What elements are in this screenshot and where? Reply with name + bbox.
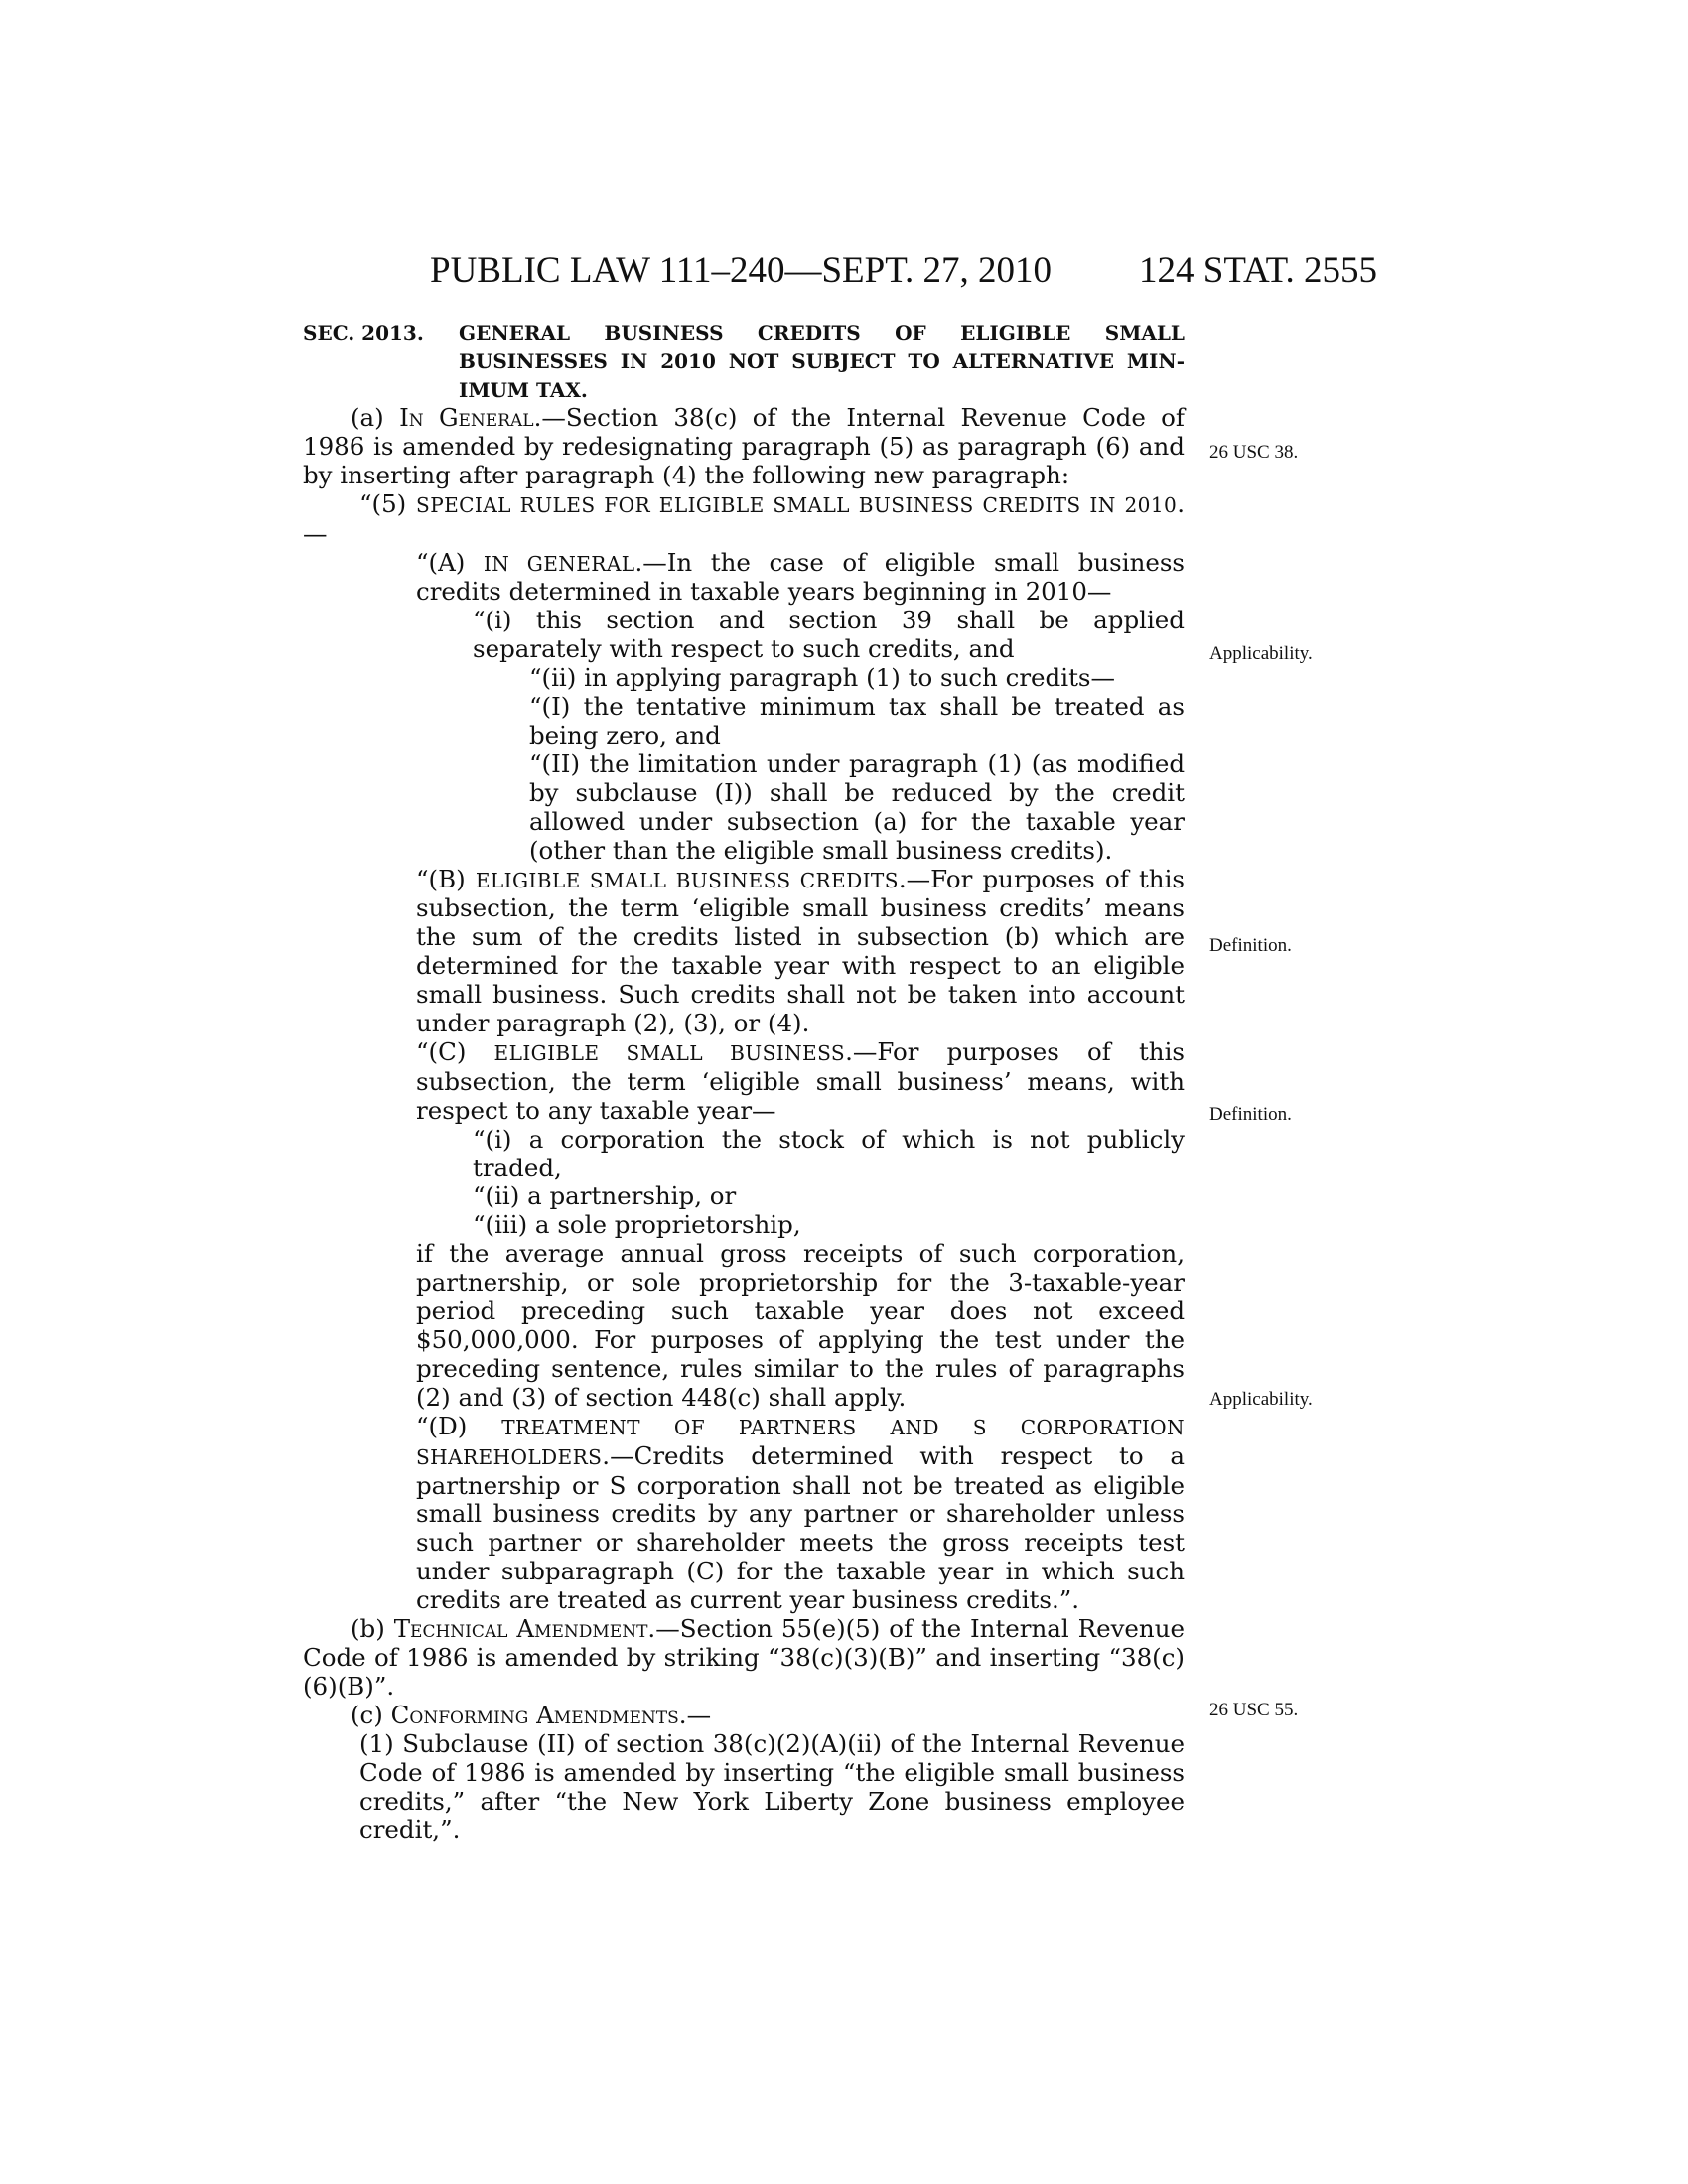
header-law-date: PUBLIC LAW 111–240—SEPT. 27, 2010 (430, 250, 1053, 291)
header-stat-page: 124 STAT. 2555 (1139, 250, 1377, 291)
subsection-b (303, 1615, 1185, 1702)
subsection-a-text: .—Section 38(c) of the Internal Revenue Code of 1986 is amended by redesignating paragraph (5) as paragraph (6) and by inserting after paragraph (4) the following new paragraph: (303, 403, 1185, 489)
section-body (303, 404, 1185, 1844)
subsection-b-label: (b) (351, 1614, 394, 1644)
clause-C-iii: “(iii) a sole proprietorship, (473, 1210, 801, 1240)
subsection-a-label: (a) (351, 403, 400, 432)
margin-note-applicability: Applicability. (1209, 643, 1313, 664)
subsection-b-heading: Technical Amendment (393, 1614, 648, 1644)
section-title: GENERAL BUSINESS CREDITS OF ELIGIBLE SMALL BUSINESSES IN 2010 NOT SUBJECT TO ALTERNATIVE MIN-IMUM TAX. (459, 321, 1185, 402)
subsection-c-label: (c) (351, 1700, 391, 1729)
clause-C-i: “(i) a corporation the stock of which is not publicly traded, (473, 1124, 1185, 1182)
margin-note-definition: Definition. (1209, 935, 1292, 956)
subsection-a (303, 404, 1185, 490)
paragraph-5-heading: SPECIAL RULES FOR ELIGIBLE SMALL BUSINESS CREDITS IN 2010 (416, 492, 1178, 517)
subparagraph-B-heading: ELIGIBLE SMALL BUSINESS CREDITS (475, 868, 899, 892)
paragraph-5-tail: .— (303, 488, 1185, 548)
subparagraph-C (303, 1038, 1185, 1126)
subparagraph-B-text: .—For purposes of this subsection, the term ‘eligible small business credits’ means the sum of the credits listed in subsection (b) which are determined for the taxable year with respect to an eligible small business. Such credits shall not be taken into account under paragraph (2), (3), or (4). (416, 864, 1185, 1038)
subsection-b-text: .—Section 55(e)(5) of the Internal Revenue Code of 1986 is amended by striking “38(c)(3)(B)” and inserting “38(c)(6)(B)”. (303, 1614, 1185, 1701)
margin-note-usc-55: 26 USC 55. (1209, 1700, 1299, 1720)
subparagraph-D-label: “(D) (416, 1411, 502, 1440)
subparagraph-C-label: “(C) (416, 1036, 494, 1066)
margin-note-definition: Definition. (1209, 1104, 1292, 1125)
subsection-c-text: .— (678, 1700, 712, 1729)
subparagraph-D (303, 1413, 1185, 1615)
subparagraph-B-label: “(B) (416, 864, 476, 893)
subsection-c (303, 1702, 1185, 1730)
subparagraph-C-text: .—For purposes of this subsection, the term ‘eligible small business’ means, with respect to any taxable year— (416, 1036, 1185, 1125)
subclause-A-ii-II: “(II) the limitation under paragraph (1) (as modified by subclause (I)) shall be reduced by the credit allowed under subsection (a) for the taxable year (other than the eligible small business credits). (529, 749, 1185, 865)
subparagraph-A-heading: IN GENERAL (483, 551, 635, 576)
clause-A-ii: “(ii) in applying paragraph (1) to such credits— (529, 663, 1115, 693)
paragraph-5 (303, 490, 1185, 549)
clause-C-ii: “(ii) a partnership, or (473, 1181, 737, 1211)
running-header (430, 246, 1377, 296)
subsection-a-heading: In General (399, 403, 534, 432)
paragraph-5-label: “(5) (359, 488, 417, 518)
subparagraph-A-label: “(A) (416, 547, 484, 577)
subparagraph-A (303, 549, 1185, 608)
section-number: SEC. 2013. (303, 321, 424, 344)
subparagraph-D-heading: TREATMENT OF PARTNERS AND S CORPORATION SHAREHOLDERS (416, 1415, 1185, 1469)
section-heading (303, 319, 1185, 405)
margin-note-applicability: Applicability. (1209, 1389, 1313, 1410)
paragraph-c-1: (1) Subclause (II) of section 38(c)(2)(A)(ii) of the Internal Revenue Code of 1986 is amended by inserting “the eligible small business credits,” after “the New York Liberty Zone business employee credit,”. (359, 1728, 1185, 1844)
subparagraph-C-tail: if the average annual gross receipts of such corporation, partnership, or sole proprietorship for the 3-taxable-year period preceding such taxable year does not exceed $50,000,000. For purposes of applying the test under the preceding sentence, rules similar to the rules of paragraphs (2) and (3) of section 448(c) shall apply. (416, 1239, 1185, 1412)
margin-note-usc-38: 26 USC 38. (1209, 442, 1299, 463)
subparagraph-A-text: .—In the case of eligible small business credits determined in taxable years beginning in 2010— (416, 547, 1185, 607)
subparagraph-D-text: .—Credits determined with respect to a partnership or S corporation shall not be treated as eligible small business credits by any partner or shareholder unless such partner or shareholder meets the gross receipts test under subparagraph (C) for the taxable year in which such credits are treated as current year business credits.”. (416, 1440, 1185, 1615)
subclause-A-ii-I: “(I) the tentative minimum tax shall be treated as being zero, and (529, 692, 1185, 750)
clause-A-i: “(i) this section and section 39 shall be applied separately with respect to such credits, and (473, 606, 1185, 664)
subparagraph-B (303, 866, 1185, 1038)
subsection-c-heading: Conforming Amendments (390, 1700, 679, 1729)
subparagraph-C-heading: ELIGIBLE SMALL BUSINESS (493, 1040, 846, 1065)
